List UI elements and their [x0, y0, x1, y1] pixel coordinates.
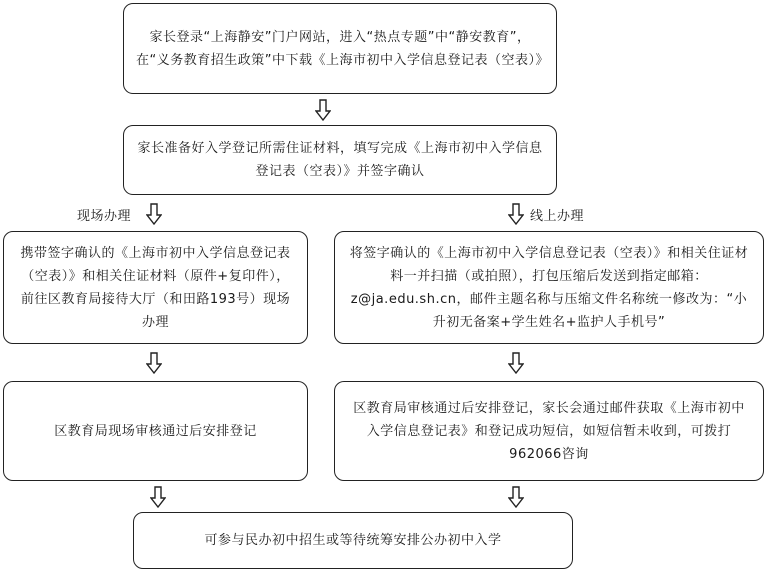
online-step-box [334, 231, 764, 344]
online-branch-label: 线上办理 [530, 209, 585, 224]
onsite-result-box [3, 381, 308, 481]
down-arrow-icon [150, 486, 166, 508]
online-result-text: 区教育局审核通过后安排登记，家长会通过邮件获取《上海市初中入学信息登记表》和登记成功短信，如短信暂未收到，可拨打962066咨询 [353, 400, 745, 462]
final-step-box [133, 512, 573, 569]
step1-box [123, 3, 557, 94]
onsite-result-text: 区教育局现场审核通过后安排登记 [54, 423, 257, 439]
online-step-text: 将签字确认的《上海市初中入学信息登记表（空表）》和相关住证材料一并扫描（或拍照），打包压缩后发送到指定邮箱：z@ja.edu.sh.cn，邮件主题名称与压缩文件名称统一修改为：“小升初无备案+学生姓名+监护人手机号” [349, 245, 749, 330]
step2-box [123, 125, 557, 195]
down-arrow-icon [508, 352, 524, 374]
step1-text: 家长登录“上海静安”门户网站，进入“热点专题”中“静安教育”，在“义务教育招生政策”中下载《上海市初中入学信息登记表（空表）》 [136, 29, 549, 68]
down-arrow-icon [146, 352, 162, 374]
down-arrow-icon [508, 203, 524, 225]
onsite-step-text: 携带签字确认的《上海市初中入学信息登记表（空表）》和相关住证材料（原件+复印件），前往区教育局接待大厅（和田路193号）现场办理 [20, 245, 291, 330]
down-arrow-icon [315, 99, 331, 121]
step2-text: 家长准备好入学登记所需住证材料，填写完成《上海市初中入学信息登记表（空表）》并签字确认 [137, 141, 543, 179]
down-arrow-icon [146, 203, 162, 225]
final-step-text: 可参与民办初中招生或等待统筹安排公办初中入学 [204, 533, 502, 548]
online-result-box [334, 381, 764, 481]
onsite-step-box [3, 231, 308, 344]
onsite-branch-label: 现场办理 [77, 209, 132, 224]
down-arrow-icon [508, 486, 524, 508]
